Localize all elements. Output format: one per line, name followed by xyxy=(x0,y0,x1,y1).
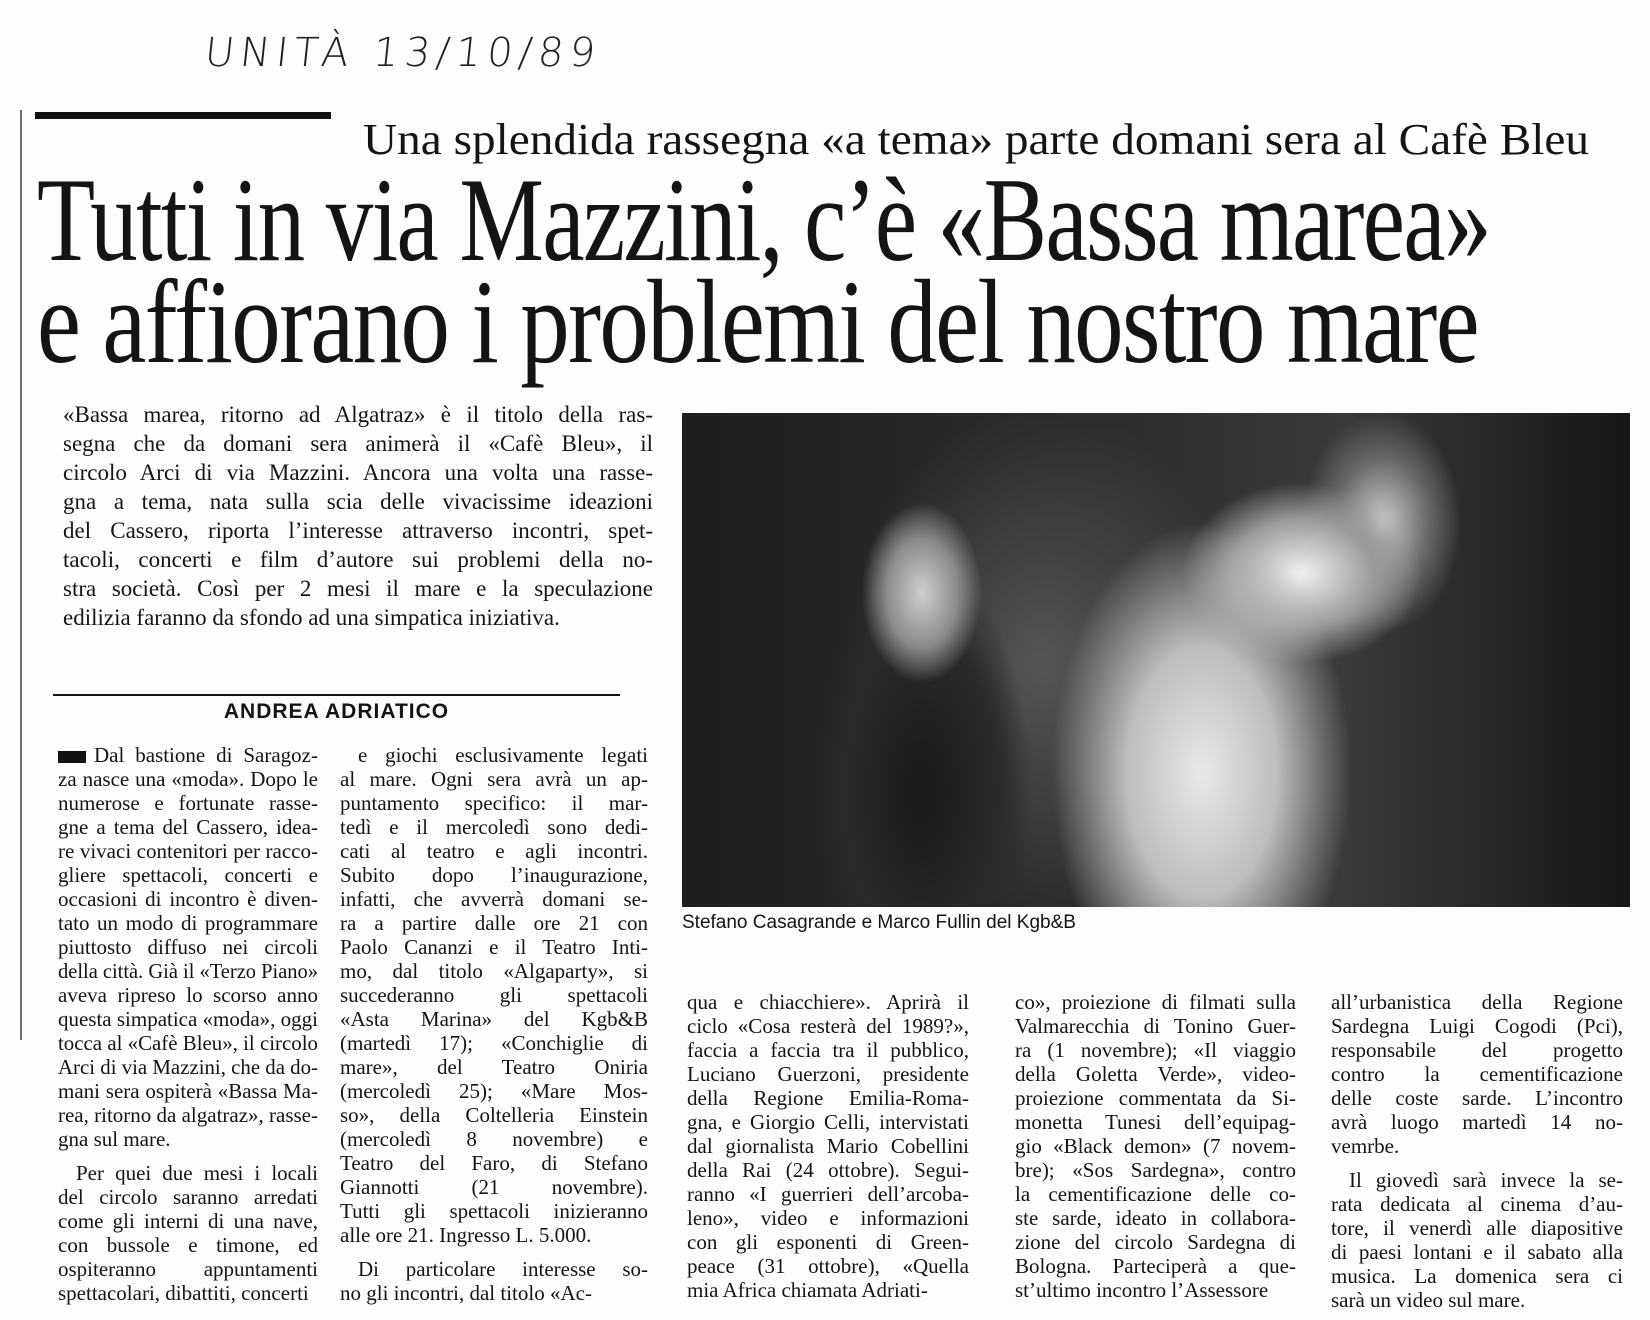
text-line xyxy=(58,1281,320,1305)
text-line xyxy=(58,1185,320,1209)
line-text: bre); «Sos Sardegna», contro xyxy=(1015,1158,1296,1182)
line-text: (martedì 17); «Conchiglie di xyxy=(340,1031,648,1055)
text-line xyxy=(340,1151,650,1175)
text-line xyxy=(58,839,320,863)
line-text: gna, e Giorgio Celli, intervistati xyxy=(687,1110,969,1134)
line-text: sarà un video sul mare. xyxy=(1331,1288,1526,1312)
byline: ANDREA ADRIATICO xyxy=(223,700,450,723)
text-line xyxy=(1015,1134,1298,1158)
line-text: ra (1 novembre); «Il viaggio xyxy=(1015,1038,1296,1062)
line-text: gio «Black demon» (7 novem- xyxy=(1015,1134,1296,1158)
line-text: Il giovedì sarà invece la se- xyxy=(1349,1168,1623,1192)
line-text: infatti, che avverrà domani se- xyxy=(340,887,648,911)
text-line xyxy=(1331,1216,1625,1240)
article-column-3 xyxy=(687,990,971,1302)
line-text: gna sul mare. xyxy=(58,1127,171,1151)
text-line xyxy=(340,959,650,983)
headline-text: e affiorano i problemi del nostro mare xyxy=(37,255,1478,388)
text-line xyxy=(340,863,650,887)
byline-rule xyxy=(53,694,620,696)
text-line xyxy=(63,429,655,458)
text-line xyxy=(1331,1038,1625,1062)
line-text: come gli interni di una nave, xyxy=(58,1209,318,1233)
photo-caption: Stefano Casagrande e Marco Fullin del Kgb&B xyxy=(682,912,1076,933)
line-text: aveva ripreso lo scorso anno xyxy=(58,983,318,1007)
line-text: Di particolare interesse so- xyxy=(358,1257,648,1281)
line-text: qua e chiacchiere». Aprirà il xyxy=(687,990,969,1014)
text-line xyxy=(1331,1062,1625,1086)
left-margin-rule xyxy=(20,110,22,1040)
line-text: puntamento specifico: il mar- xyxy=(340,791,648,815)
paragraph-gap xyxy=(1331,1158,1625,1168)
text-line xyxy=(687,1014,971,1038)
line-text: questa simpatica «moda», oggi xyxy=(58,1007,318,1031)
headline-line-2 xyxy=(37,255,1478,388)
line-text: Sardegna Luigi Cogodi (Pci), xyxy=(1331,1014,1623,1038)
line-text: Dal bastione di Saragoz- xyxy=(94,743,318,767)
text-line xyxy=(340,1199,650,1223)
text-line xyxy=(340,791,650,815)
line-text: della Goletta Verde», video- xyxy=(1015,1062,1296,1086)
text-line xyxy=(58,767,320,791)
article-column-4 xyxy=(1015,990,1298,1302)
text-line xyxy=(1331,1264,1625,1288)
text-line xyxy=(58,935,320,959)
line-text: gliere spettacoli, concerti e xyxy=(58,863,318,887)
text-line xyxy=(1015,1206,1298,1230)
text-line xyxy=(1015,1254,1298,1278)
line-text: Luciano Guerzoni, presidente xyxy=(687,1062,969,1086)
line-text: occasioni di incontro è diven- xyxy=(58,887,318,911)
line-text: Teatro del Faro, di Stefano xyxy=(340,1151,648,1175)
line-text: e giochi esclusivamente legati xyxy=(358,743,648,767)
text-line xyxy=(340,1079,650,1103)
line-text: (mercoledì 8 novembre) e xyxy=(340,1127,648,1151)
text-line xyxy=(63,574,655,603)
text-line xyxy=(340,1257,650,1281)
text-line xyxy=(687,1110,971,1134)
article-column-1 xyxy=(58,743,320,1305)
line-text: mia Africa chiamata Adriati- xyxy=(687,1278,928,1302)
text-line xyxy=(58,1209,320,1233)
text-line xyxy=(1015,1110,1298,1134)
text-line xyxy=(58,1031,320,1055)
line-text: Bologna. Parteciperà a que- xyxy=(1015,1254,1296,1278)
line-text: musica. La domenica sera ci xyxy=(1331,1264,1623,1288)
text-line xyxy=(340,767,650,791)
text-line xyxy=(58,1055,320,1079)
line-text: contro la cementificazione xyxy=(1331,1062,1623,1086)
line-text: «Bassa marea, ritorno ad Algatraz» è il titolo della ras- xyxy=(63,402,653,427)
line-text: Subito dopo l’inaugurazione, xyxy=(340,863,648,887)
text-line xyxy=(1331,1240,1625,1264)
text-line xyxy=(687,1134,971,1158)
line-text: responsabile del progetto xyxy=(1331,1038,1623,1062)
paragraph-gap xyxy=(340,1247,650,1257)
text-line xyxy=(687,1230,971,1254)
text-line xyxy=(687,1254,971,1278)
line-text: no gli incontri, dal titolo «Ac- xyxy=(340,1281,592,1305)
text-line xyxy=(1015,1086,1298,1110)
text-line xyxy=(1015,990,1298,1014)
line-text: al mare. Ogni sera avrà un ap- xyxy=(340,767,648,791)
text-line xyxy=(63,516,655,545)
text-line xyxy=(58,1161,320,1185)
text-line xyxy=(340,1055,650,1079)
text-line xyxy=(687,1206,971,1230)
line-text: ste sarde, ideato in collabora- xyxy=(1015,1206,1296,1230)
line-text: so», della Coltelleria Einstein xyxy=(340,1103,648,1127)
headline-text: Tutti in via Mazzini, c’è «Bassa marea» xyxy=(37,153,1490,286)
line-text: la cementificazione delle co- xyxy=(1015,1182,1296,1206)
line-text: Valmarecchia di Tonino Guer- xyxy=(1015,1014,1296,1038)
text-line xyxy=(687,1038,971,1062)
text-line xyxy=(63,603,655,632)
text-line xyxy=(687,1278,971,1302)
text-line xyxy=(1015,1038,1298,1062)
text-line xyxy=(58,983,320,1007)
line-text: leno», video e informazioni xyxy=(687,1206,969,1230)
text-line xyxy=(340,815,650,839)
text-line xyxy=(1331,990,1625,1014)
line-text: cati al teatro e agli incontri. xyxy=(340,839,648,863)
text-line xyxy=(340,1127,650,1151)
line-text: stra società. Così per 2 mesi il mare e la speculazione xyxy=(63,576,653,601)
line-text: gna a tema, nata sulla scia delle vivacissime ideazioni xyxy=(63,489,653,514)
text-line xyxy=(1015,1062,1298,1086)
line-text: tedì e il mercoledì sono dedi- xyxy=(340,815,648,839)
text-line xyxy=(1331,1086,1625,1110)
line-text: za nasce una «moda». Dopo le xyxy=(58,767,318,791)
text-line xyxy=(340,935,650,959)
kicker-text: Una splendida rassegna «a tema» parte domani sera al Cafè Bleu xyxy=(363,115,1589,164)
paragraph-gap xyxy=(58,1151,320,1161)
line-text: peace (31 ottobre), «Quella xyxy=(687,1254,969,1278)
line-text: co», proiezione di filmati sulla xyxy=(1015,990,1296,1014)
line-text: piuttosto diffuso nei circoli xyxy=(58,935,318,959)
text-line xyxy=(63,487,655,516)
line-text: tato un modo di programmare xyxy=(58,911,318,935)
line-text: zione del circolo Sardegna di xyxy=(1015,1230,1296,1254)
line-text: circolo Arci di via Mazzini. Ancora una volta una rasse- xyxy=(63,460,653,485)
text-line xyxy=(63,545,655,574)
text-line xyxy=(687,1062,971,1086)
text-line xyxy=(58,863,320,887)
text-line xyxy=(1331,1192,1625,1216)
line-text: di paesi lontani e il sabato alla xyxy=(1331,1240,1623,1264)
text-line xyxy=(58,911,320,935)
line-text: Tutti gli spettacoli inizieranno xyxy=(340,1199,648,1223)
line-text: «Asta Marina» del Kgb&B xyxy=(340,1007,648,1031)
text-line xyxy=(687,1158,971,1182)
text-line xyxy=(687,1182,971,1206)
text-line xyxy=(340,1007,650,1031)
line-text: Giannotti (21 novembre). xyxy=(340,1175,648,1199)
line-text: rata dedicata al cinema d’au- xyxy=(1331,1192,1623,1216)
lead-paragraph xyxy=(63,400,655,632)
line-text: tocca al «Cafè Bleu», il circolo xyxy=(58,1031,318,1055)
text-line xyxy=(340,1175,650,1199)
text-line xyxy=(340,983,650,1007)
text-line xyxy=(340,1223,650,1247)
text-line xyxy=(58,791,320,815)
text-line xyxy=(63,458,655,487)
text-line xyxy=(340,1281,650,1305)
line-text: avrà luogo martedì 14 no- xyxy=(1331,1110,1623,1134)
text-line xyxy=(1015,1158,1298,1182)
line-text: dal giornalista Mario Cobellini xyxy=(687,1134,969,1158)
text-line xyxy=(340,839,650,863)
line-text: mo, dal titolo «Algaparty», si xyxy=(340,959,648,983)
line-text: rea, ritorno da algatraz», rasse- xyxy=(58,1103,318,1127)
line-text: del Cassero, riporta l’interesse attraverso incontri, spet- xyxy=(63,518,653,543)
line-text: ranno «I guerrieri dell’arcoba- xyxy=(687,1182,969,1206)
line-text: ciclo «Cosa resterà del 1989?», xyxy=(687,1014,969,1038)
text-line xyxy=(58,1127,320,1151)
text-line xyxy=(58,743,320,767)
text-line xyxy=(1331,1110,1625,1134)
text-line xyxy=(340,1031,650,1055)
article-column-2 xyxy=(340,743,650,1305)
text-line xyxy=(1015,1230,1298,1254)
line-text: proiezione commentata da Si- xyxy=(1015,1086,1296,1110)
line-text: gne a tema del Cassero, idea- xyxy=(58,815,318,839)
line-text: all’urbanistica della Regione xyxy=(1331,990,1623,1014)
text-line xyxy=(1015,1014,1298,1038)
line-text: della città. Già il «Terzo Piano» xyxy=(58,959,318,983)
text-line xyxy=(340,743,650,767)
text-line xyxy=(340,887,650,911)
text-line xyxy=(58,887,320,911)
text-line xyxy=(58,815,320,839)
line-text: alle ore 21. Ingresso L. 5.000. xyxy=(340,1223,592,1247)
line-text: ospiteranno appuntamenti xyxy=(58,1257,318,1281)
line-text: Paolo Cananzi e il Teatro Inti- xyxy=(340,935,648,959)
line-text: re vivaci contenitori per racco- xyxy=(58,839,318,863)
kicker-rule xyxy=(35,112,331,119)
text-line xyxy=(1015,1182,1298,1206)
line-text: delle coste sarde. L’incontro xyxy=(1331,1086,1623,1110)
text-line xyxy=(58,1257,320,1281)
line-text: con gli esponenti di Green- xyxy=(687,1230,969,1254)
line-text: tore, il venerdì alle diapositive xyxy=(1331,1216,1623,1240)
line-text: mani sera ospiterà «Bassa Ma- xyxy=(58,1079,318,1103)
line-text: ra a partire dalle ore 21 con xyxy=(340,911,648,935)
line-text: numerose e fortunate rasse- xyxy=(58,791,318,815)
text-line xyxy=(63,400,655,429)
text-line xyxy=(687,1086,971,1110)
line-text: vemrbe. xyxy=(1331,1134,1400,1158)
line-text: monetta Tunesi dell’equipag- xyxy=(1015,1110,1296,1134)
text-line xyxy=(58,1007,320,1031)
handwritten-source-date: UNITÀ 13/10/89 xyxy=(202,30,604,76)
line-text: del circolo saranno arredati xyxy=(58,1185,318,1209)
line-text: della Rai (24 ottobre). Segui- xyxy=(687,1158,969,1182)
line-text: Per quei due mesi i locali xyxy=(76,1161,318,1185)
line-text: st’ultimo incontro l’Assessore xyxy=(1015,1278,1269,1302)
line-text: mare», del Teatro Oniria xyxy=(340,1055,648,1079)
line-text: segna che da domani sera animerà il «Cafè Bleu», il xyxy=(63,431,653,456)
line-text: edilizia faranno da sfondo ad una simpatica iniziativa. xyxy=(63,605,560,630)
line-text: succederanno gli spettacoli xyxy=(340,983,648,1007)
text-line xyxy=(340,1103,650,1127)
article-photo xyxy=(682,413,1630,907)
text-line xyxy=(340,911,650,935)
line-text: della Regione Emilia-Roma- xyxy=(687,1086,969,1110)
text-line xyxy=(58,1079,320,1103)
text-line xyxy=(1331,1134,1625,1158)
text-line xyxy=(58,1233,320,1257)
text-line xyxy=(1331,1014,1625,1038)
text-line xyxy=(687,990,971,1014)
article-column-5 xyxy=(1331,990,1625,1312)
text-line xyxy=(58,959,320,983)
line-text: spettacolari, dibattiti, concerti xyxy=(58,1281,309,1305)
text-line xyxy=(1015,1278,1298,1302)
line-text: (mercoledì 25); «Mare Mos- xyxy=(340,1079,648,1103)
paragraph-marker-square xyxy=(58,751,86,763)
text-line xyxy=(1331,1288,1625,1312)
line-text: faccia a faccia tra il pubblico, xyxy=(687,1038,969,1062)
text-line xyxy=(1331,1168,1625,1192)
line-text: con bussole e timone, ed xyxy=(58,1233,318,1257)
text-line xyxy=(58,1103,320,1127)
line-text: tacoli, concerti e film d’autore sui problemi della no- xyxy=(63,547,653,572)
line-text: Arci di via Mazzini, che da do- xyxy=(58,1055,318,1079)
